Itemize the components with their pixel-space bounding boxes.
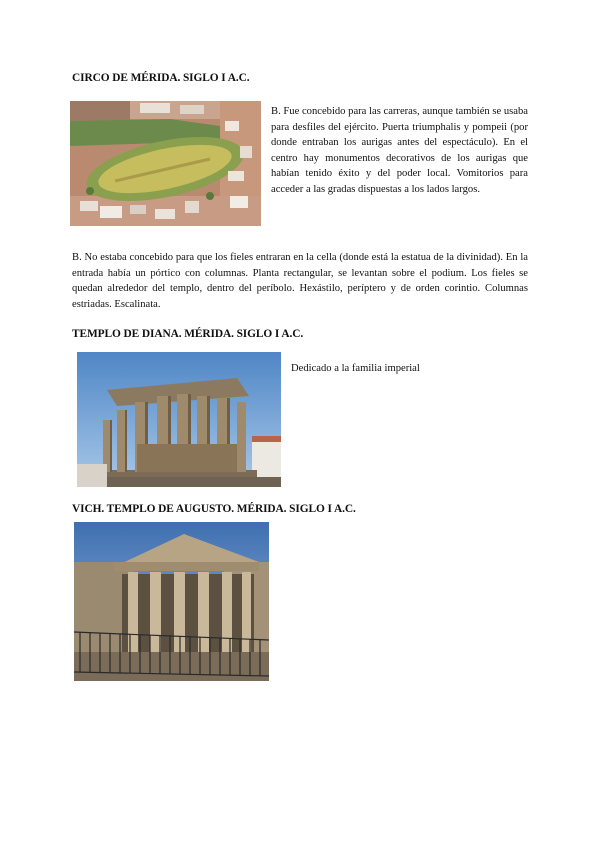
augusto-heading: VICH. TEMPLO DE AUGUSTO. MÉRIDA. SIGLO I A.C. bbox=[72, 503, 356, 515]
circus-aerial-photo bbox=[70, 101, 261, 226]
diana-caption: Dedicado a la familia imperial bbox=[291, 363, 420, 374]
temple-intro-paragraph: B. No estaba concebido para que los fieles entraran en la cella (donde está la estatua de la divinidad). En la entrada había un pórtico con columnas. Planta rectangular, se levantan sobre el podium. Los fieles se quedan alrededor del templo, dentro del períbolo. Hexástilo, períptero y de orden corintio. Columnas estriadas. Escalinata. bbox=[72, 252, 528, 310]
circo-description: B. Fue concebido para las carreras, aunque también se usaba para desfiles del ejército. Puerta triumphalis y pompeii (por donde entraban los aurigas antes del espectáculo). En el centro hay monumentos decorativos de los aurigas que habían tenido éxito y del poder local. Vomitorios para acceder a las gradas dispuestas a los lados largos. bbox=[271, 106, 528, 195]
temple-diana-photo bbox=[77, 352, 281, 487]
circo-heading: CIRCO DE MÉRIDA. SIGLO I A.C. bbox=[72, 72, 250, 84]
temple-augustus-photo bbox=[74, 522, 269, 681]
diana-heading: TEMPLO DE DIANA. MÉRIDA. SIGLO I A.C. bbox=[72, 328, 304, 340]
